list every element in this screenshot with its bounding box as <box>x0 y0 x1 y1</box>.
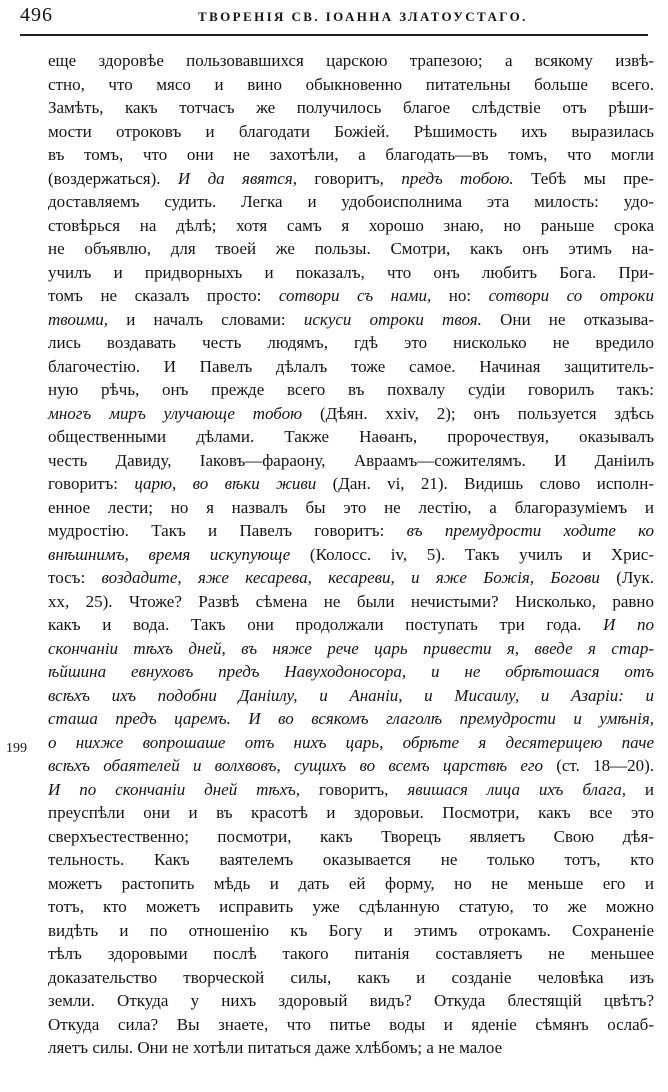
text-line <box>48 872 654 896</box>
text-run: ляетъ силы. Они не хотѣли питаться даже хлѣбомъ; а не малое <box>48 1038 503 1057</box>
text-line <box>48 895 654 919</box>
italic-quote: царю, во вѣки живи <box>134 474 317 493</box>
text-line <box>48 566 654 590</box>
text-line <box>48 49 654 73</box>
text-run: не объявлю, для твоей же пользы. Смотри, какъ онъ этимъ на- <box>48 239 654 258</box>
text-run: тосъ: <box>48 568 102 587</box>
text-run: (Лук. <box>599 568 655 587</box>
text-run: видѣть и по отношенію къ Богу и этимъ отрокамъ. Сохраненіе <box>48 920 654 940</box>
body-text <box>48 49 654 1060</box>
text-run: честь Давиду, Іаковъ—фараону, Авраамъ—сожителямъ. И Даніилъ <box>48 450 654 470</box>
text-line <box>48 378 654 402</box>
italic-quote: сотвори съ нами, <box>278 286 432 305</box>
text-run: мудростію. Такъ и Павелъ говоритъ: <box>48 521 407 540</box>
text-run: благочестію. И Павелъ дѣлалъ тоже самое. Начиная защититель- <box>48 356 654 376</box>
text-line <box>48 519 654 543</box>
text-line <box>48 684 654 708</box>
margin-note: 199 <box>6 741 27 756</box>
text-line <box>48 425 654 449</box>
italic-quote: внѣшнимъ, время искупующе <box>48 544 291 564</box>
text-run: доставляемъ судить. Легка и удобоисполнима эта милость: удо- <box>48 192 654 211</box>
italic-quote: многъ миръ улучающе тобою <box>48 403 303 423</box>
text-run: ную рѣчь, онъ прежде всего въ похвалу судіи говорилъ такъ: <box>48 380 654 399</box>
italic-quote: предъ тобою. <box>401 168 514 188</box>
text-line <box>48 73 654 97</box>
text-run: но: <box>431 286 489 305</box>
page-number: 496 <box>20 4 53 26</box>
text-line <box>48 355 654 379</box>
text-line <box>48 449 654 473</box>
text-line <box>48 1013 654 1037</box>
italic-quote: о нихже вопрошаше отъ нихъ царь, обрѣте я десятерицею паче <box>48 732 654 752</box>
text-line <box>48 754 654 778</box>
text-run: Они не отказыва- <box>481 309 654 329</box>
text-run: Откуда сила? Вы знаете, что питье воды и яденіе сѣмянъ ослаб- <box>48 1014 654 1034</box>
text-line <box>48 778 654 802</box>
text-line <box>48 801 654 825</box>
text-run: какъ и вода. Такъ они продолжали поступать три года. <box>48 615 604 634</box>
text-run: стно, что мясо и вино обыкновенно питательны больше всего. <box>48 74 654 94</box>
text-line <box>48 190 654 214</box>
italic-quote: И по скончаніи дней тѣхъ, <box>48 779 300 799</box>
text-line <box>48 825 654 849</box>
text-run: стовѣрься на дѣлѣ; хотя самъ я хорошо знаю, но раньше срока <box>48 215 654 235</box>
italic-quote: сташа предъ царемъ. И во всякомъ глаголѣ премудрости и умѣнія, <box>48 709 654 728</box>
text-line <box>48 402 654 426</box>
text-run: земли. Откуда у нихъ здоровый видъ? Откуда блестящій цвѣтъ? <box>48 991 654 1010</box>
text-line <box>48 731 654 755</box>
italic-quote: всѣхъ ихъ подобни Даніилу, и Ананіи, и Мисаилу, и Азаріи: и <box>48 685 654 705</box>
page-header <box>20 4 646 32</box>
text-line <box>48 120 654 144</box>
italic-quote: сотвори со отроки <box>488 286 655 305</box>
text-run: и началъ словами: <box>108 309 304 329</box>
text-run: (Дѣян. ххіv, 2); онъ пользуется здѣсь <box>302 403 654 423</box>
text-run: доказательство творческой силы, какъ и созданіе человѣка изъ <box>48 967 654 987</box>
italic-quote: И да явятся <box>177 168 293 188</box>
italic-quote: всѣхъ обаятелей и волхвовъ, сущихъ во всемъ царствѣ его <box>48 756 543 775</box>
text-line <box>48 261 654 285</box>
italic-quote: въ премудрости ходите ко <box>406 521 654 540</box>
text-line <box>48 590 654 614</box>
text-run: хх, 25). Чтоже? Развѣ сѣмена не были нечистыми? Нисколько, равно <box>48 591 654 611</box>
text-run: мости отроковъ и благодати Божіей. Рѣшимость ихъ выразилась <box>48 121 654 141</box>
text-run: тѣлъ здоровыми послѣ такого питанія составляетъ не меньшее <box>48 944 654 963</box>
text-line <box>48 96 654 120</box>
italic-quote: И по <box>603 615 655 634</box>
text-line <box>48 848 654 872</box>
text-run: (воздержаться). <box>48 168 178 188</box>
text-run: общественными дѣлами. Также Наѳанъ, пророчествуя, оказывалъ <box>48 427 654 446</box>
text-line <box>48 966 654 990</box>
text-line <box>48 237 654 261</box>
text-line <box>48 1036 654 1060</box>
text-line <box>48 660 654 684</box>
text-run: и <box>625 779 654 799</box>
italic-quote: искуси отроки твоя. <box>303 309 482 329</box>
text-run: (Дан. vі, 21). Видишь слово исполн- <box>316 474 654 493</box>
italic-quote: явишася лица ихъ блага, <box>407 779 626 799</box>
text-line <box>48 942 654 966</box>
text-run: томъ не сказалъ просто: <box>48 286 279 305</box>
text-run: можетъ растопить мѣдь и дать ей форму, но не меньше его и <box>48 873 654 893</box>
text-line <box>48 167 654 191</box>
text-run: (ст. 18—20). <box>543 756 654 775</box>
text-line <box>48 308 654 332</box>
italic-quote: ѣйшина евнуховъ предъ Навуходоносора, и не обрѣтошася отъ <box>48 662 654 681</box>
text-line <box>48 331 654 355</box>
italic-quote: скончаніи тѣхъ дней, въ няже рече царь привести я, введе я стар- <box>48 638 654 658</box>
text-line <box>48 543 654 567</box>
text-run: (Колосс. іv, 5). Такъ училъ и Хрис- <box>290 544 654 564</box>
text-line <box>48 472 654 496</box>
text-line <box>48 637 654 661</box>
text-line <box>48 284 654 308</box>
text-run: въ томъ, что они не захотѣли, а благодать—въ томъ, что могли <box>48 145 654 164</box>
text-run: говоритъ, <box>299 779 408 799</box>
text-run: , говоритъ, <box>292 168 402 188</box>
text-run: лись воздавать честь людямъ, гдѣ это нисколько не вредило <box>48 333 654 352</box>
text-run: енное лести; но я назвалъ бы это не лестію, а благоразуміемъ и <box>48 497 654 517</box>
text-run: тельность. Какъ ваятелемъ оказывается не только тотъ, кто <box>48 850 654 869</box>
running-title: ТВОРЕНІЯ СВ. ІОАННА ЗЛАТОУСТАГО. <box>198 9 528 24</box>
text-run: преуспѣли они и въ красотѣ и здоровьи. Посмотри, какъ все это <box>48 803 654 822</box>
text-run: еще здоровѣе пользовавшихся царскою трапезою; а всякому извѣ- <box>48 51 654 70</box>
italic-quote: твоими, <box>48 309 109 329</box>
text-run: училъ и придворныхъ и показалъ, что онъ любитъ Бога. При- <box>48 262 654 282</box>
text-line <box>48 214 654 238</box>
text-run: говоритъ: <box>48 474 135 493</box>
text-line <box>48 613 654 637</box>
italic-quote: воздадите, яже кесарева, кесареви, и яже Божія, Богови <box>101 568 600 587</box>
header-rule <box>20 34 648 36</box>
text-run: Замѣть, какъ тотчасъ же получилось благое слѣдствіе отъ рѣши- <box>48 98 654 117</box>
text-line <box>48 707 654 731</box>
text-run: Тебѣ мы пре- <box>513 168 655 188</box>
text-line <box>48 919 654 943</box>
text-run: тотъ, кто можетъ исправить уже сдѣланную статую, то же можно <box>48 897 654 916</box>
text-line <box>48 496 654 520</box>
text-line <box>48 989 654 1013</box>
text-line <box>48 143 654 167</box>
text-run: сверхъестественно; посмотри, какъ Творецъ являетъ Свою дѣя- <box>48 826 654 846</box>
